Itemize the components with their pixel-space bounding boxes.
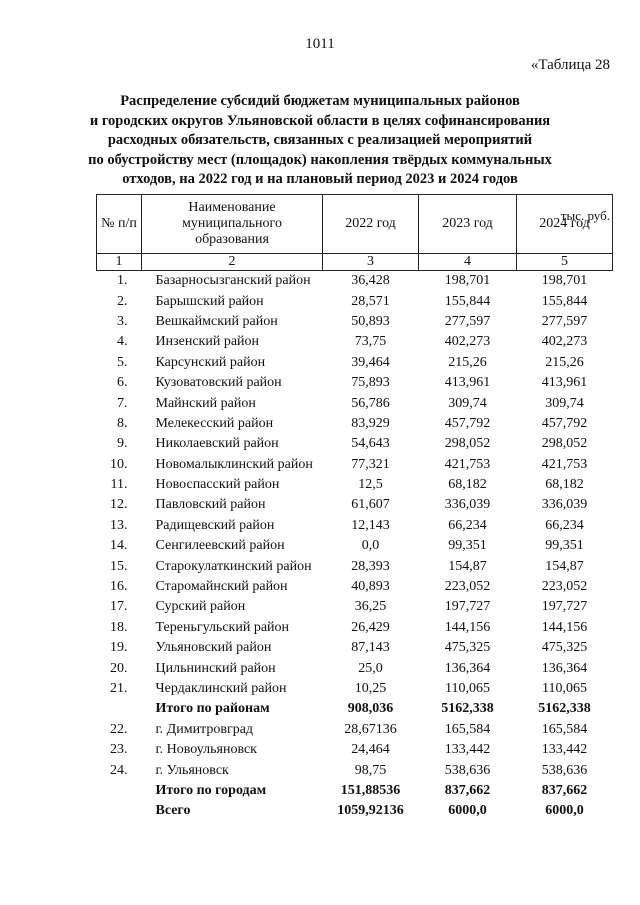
value-2023: 6000,0	[448, 803, 487, 819]
value-2024: 154,87	[545, 558, 584, 574]
row-name: г. Новоульяновск	[155, 742, 257, 758]
row-name: Новомалыклинский район	[155, 456, 313, 472]
value-2024: 475,325	[541, 640, 588, 656]
value-2024: 197,727	[541, 599, 588, 615]
row-number: 7.	[117, 395, 128, 411]
title-line: отходов, на 2022 год и на плановый период 2023 и 2024 годов	[122, 171, 518, 187]
value-2023: 144,156	[444, 619, 491, 635]
table-row	[97, 291, 613, 311]
row-number: 2.	[117, 293, 128, 309]
value-2023: 155,844	[444, 293, 491, 309]
value-2024: 165,584	[541, 721, 588, 737]
value-2023: 336,039	[444, 497, 491, 513]
value-2022: 12,143	[351, 517, 390, 533]
column-number: 2	[142, 254, 323, 271]
value-2022: 77,321	[351, 456, 390, 472]
header-2024: 2024 год	[517, 195, 613, 254]
table-row	[97, 577, 613, 597]
row-name: Итого по городам	[155, 782, 267, 798]
value-2022: 73,75	[354, 334, 387, 350]
subsidy-table	[96, 194, 613, 822]
value-2023: 298,052	[444, 436, 491, 452]
value-2022: 75,893	[351, 375, 390, 391]
row-name: Старомайнский район	[155, 579, 288, 595]
row-number: 1.	[117, 273, 128, 289]
value-2022: 87,143	[351, 640, 390, 656]
value-2023: 277,597	[444, 313, 491, 329]
value-2024: 837,662	[541, 782, 588, 798]
row-name: Старокулаткинский район	[155, 558, 312, 574]
value-2023: 165,584	[444, 721, 491, 737]
table-row	[97, 455, 613, 475]
row-name: Тереньгульский район	[155, 619, 290, 635]
row-name: Мелекесский район	[155, 415, 274, 431]
table-row	[97, 353, 613, 373]
table-body	[97, 271, 613, 822]
row-number	[97, 699, 142, 719]
units-label: тыс. руб.	[560, 208, 610, 223]
header-number: № п/п	[97, 195, 142, 254]
value-2022: 39,464	[351, 354, 390, 370]
row-number: 21.	[110, 681, 128, 696]
table-row	[97, 414, 613, 434]
value-2024: 223,052	[541, 579, 588, 595]
row-name: Сенгилеевский район	[155, 538, 285, 554]
table-row	[97, 760, 613, 780]
value-2022: 26,429	[351, 619, 390, 635]
column-number: 4	[419, 254, 517, 271]
value-2022: 36,428	[351, 273, 390, 289]
value-2022: 10,25	[354, 681, 387, 696]
row-number: 11.	[110, 477, 128, 493]
table-row	[97, 720, 613, 740]
row-number: 6.	[117, 375, 128, 391]
title-line: Распределение субсидий бюджетам муниципальных районов	[120, 93, 520, 109]
total-row	[97, 781, 613, 801]
table-row	[97, 740, 613, 760]
value-2024: 215,26	[545, 354, 584, 370]
row-number: 16.	[110, 579, 128, 595]
table-row	[97, 556, 613, 576]
row-number: 20.	[110, 660, 128, 676]
value-2022: 98,75	[354, 762, 387, 778]
row-number: 3.	[117, 313, 128, 329]
value-2022: 36,25	[354, 599, 387, 615]
value-2024: 6000,0	[545, 803, 584, 819]
table-row	[97, 679, 613, 699]
row-number: 17.	[110, 599, 128, 615]
row-number: 24.	[110, 762, 128, 778]
value-2023: 198,701	[444, 273, 491, 289]
value-2023: 197,727	[444, 599, 491, 615]
row-name: Ульяновский район	[155, 640, 272, 656]
row-number: 12.	[110, 497, 128, 513]
value-2024: 155,844	[541, 293, 588, 309]
document-title	[60, 92, 580, 190]
row-name: Сурский район	[155, 599, 246, 615]
row-name: Инзенский район	[155, 334, 260, 350]
column-number: 3	[323, 254, 419, 271]
row-name: Николаевский район	[155, 436, 279, 452]
table-row	[97, 373, 613, 393]
row-name: Карсунский район	[155, 354, 266, 370]
value-2022: 908,036	[347, 701, 394, 717]
header-name: Наименование муниципального образования	[142, 195, 323, 254]
column-number: 1	[97, 254, 142, 271]
table-row	[97, 638, 613, 658]
value-2023: 309,74	[448, 395, 487, 411]
row-number: 15.	[110, 558, 128, 574]
value-2023: 402,273	[444, 334, 491, 350]
row-name: Новоспасский район	[155, 477, 280, 493]
value-2024: 110,065	[542, 681, 587, 696]
table-row	[97, 658, 613, 678]
value-2022: 50,893	[351, 313, 390, 329]
row-name: Итого по районам	[155, 701, 270, 717]
value-2022: 54,643	[351, 436, 390, 452]
row-number: 19.	[110, 640, 128, 656]
value-2024: 136,364	[541, 660, 588, 676]
row-name: Всего	[155, 803, 191, 819]
table-row	[97, 618, 613, 638]
row-number	[97, 801, 142, 821]
row-name: Кузоватовский район	[155, 375, 282, 391]
value-2022: 28,393	[351, 558, 390, 574]
value-2023: 66,234	[448, 517, 487, 533]
table-reference: «Таблица 28	[530, 57, 610, 73]
value-2024: 413,961	[541, 375, 588, 391]
title-line: по обустройству мест (площадок) накопления твёрдых коммунальных	[88, 151, 552, 168]
row-number	[97, 781, 142, 801]
table-header-row	[97, 195, 613, 254]
value-2023: 68,182	[448, 477, 487, 493]
row-number: 9.	[117, 436, 128, 452]
row-number: 23.	[110, 742, 128, 758]
value-2023: 421,753	[444, 456, 491, 472]
column-number: 5	[517, 254, 613, 271]
value-2023: 99,351	[448, 538, 487, 554]
table-row	[97, 516, 613, 536]
title-line: расходных обязательств, связанных с реализацией мероприятий	[107, 132, 533, 148]
value-2022: 25,0	[358, 660, 383, 676]
row-name: Базарносызганский район	[155, 273, 311, 289]
table-row	[97, 475, 613, 495]
row-name: г. Ульяновск	[155, 762, 229, 778]
value-2024: 144,156	[541, 619, 588, 635]
value-2024: 133,442	[541, 742, 588, 758]
value-2022: 0,0	[361, 538, 380, 554]
value-2024: 336,039	[541, 497, 588, 513]
value-2023: 110,065	[445, 681, 490, 696]
row-number: 4.	[117, 334, 128, 350]
value-2024: 5162,338	[538, 701, 591, 717]
table-row	[97, 312, 613, 332]
value-2023: 215,26	[448, 354, 487, 370]
value-2022: 61,607	[351, 497, 390, 513]
value-2023: 475,325	[444, 640, 491, 656]
row-name: Майнский район	[155, 395, 256, 411]
row-number: 22.	[110, 721, 128, 737]
value-2022: 1059,92136	[337, 803, 404, 819]
value-2023: 457,792	[444, 415, 491, 431]
row-name: Барышский район	[155, 293, 264, 309]
table-row	[97, 597, 613, 617]
table-row	[97, 271, 613, 292]
value-2023: 154,87	[448, 558, 487, 574]
value-2023: 413,961	[444, 375, 491, 391]
value-2023: 136,364	[444, 660, 491, 676]
row-name: Вешкаймский район	[155, 313, 278, 329]
table-row	[97, 495, 613, 515]
value-2022: 40,893	[351, 579, 390, 595]
row-name: Цильнинский район	[155, 660, 276, 676]
value-2022: 83,929	[351, 415, 390, 431]
row-name: Павловский район	[155, 497, 266, 513]
value-2024: 66,234	[545, 517, 584, 533]
value-2022: 12,5	[358, 477, 383, 493]
row-number: 8.	[117, 415, 128, 431]
value-2022: 28,571	[351, 293, 390, 309]
value-2024: 538,636	[541, 762, 588, 778]
value-2022: 151,88536	[340, 782, 401, 798]
row-number: 5.	[117, 354, 128, 370]
value-2022: 56,786	[351, 395, 390, 411]
value-2023: 538,636	[444, 762, 491, 778]
value-2024: 198,701	[541, 273, 588, 289]
row-number: 18.	[110, 619, 128, 635]
row-name: Радищевский район	[155, 517, 275, 533]
column-number-row	[97, 254, 613, 271]
value-2024: 277,597	[541, 313, 588, 329]
value-2022: 24,464	[351, 742, 390, 758]
table-row	[97, 434, 613, 454]
total-row	[97, 801, 613, 821]
value-2024: 309,74	[545, 395, 584, 411]
row-number: 10.	[110, 456, 128, 472]
value-2023: 5162,338	[441, 701, 494, 717]
value-2024: 402,273	[541, 334, 588, 350]
value-2024: 99,351	[545, 538, 584, 554]
value-2023: 133,442	[444, 742, 491, 758]
header-2023: 2023 год	[419, 195, 517, 254]
row-number: 13.	[110, 517, 128, 533]
page-number: 1011	[305, 36, 335, 52]
value-2024: 68,182	[545, 477, 584, 493]
total-row	[97, 699, 613, 719]
value-2024: 298,052	[541, 436, 588, 452]
value-2024: 421,753	[541, 456, 588, 472]
row-number: 14.	[110, 538, 128, 554]
value-2023: 837,662	[444, 782, 491, 798]
table-row	[97, 536, 613, 556]
row-name: г. Димитровград	[155, 721, 254, 737]
title-line: и городских округов Ульяновской области в целях софинансирования	[89, 112, 551, 129]
table-row	[97, 332, 613, 352]
row-name: Чердаклинский район	[155, 681, 287, 696]
value-2022: 28,67136	[344, 721, 397, 737]
table-row	[97, 393, 613, 413]
value-2023: 223,052	[444, 579, 491, 595]
value-2024: 457,792	[541, 415, 588, 431]
header-2022: 2022 год	[323, 195, 419, 254]
